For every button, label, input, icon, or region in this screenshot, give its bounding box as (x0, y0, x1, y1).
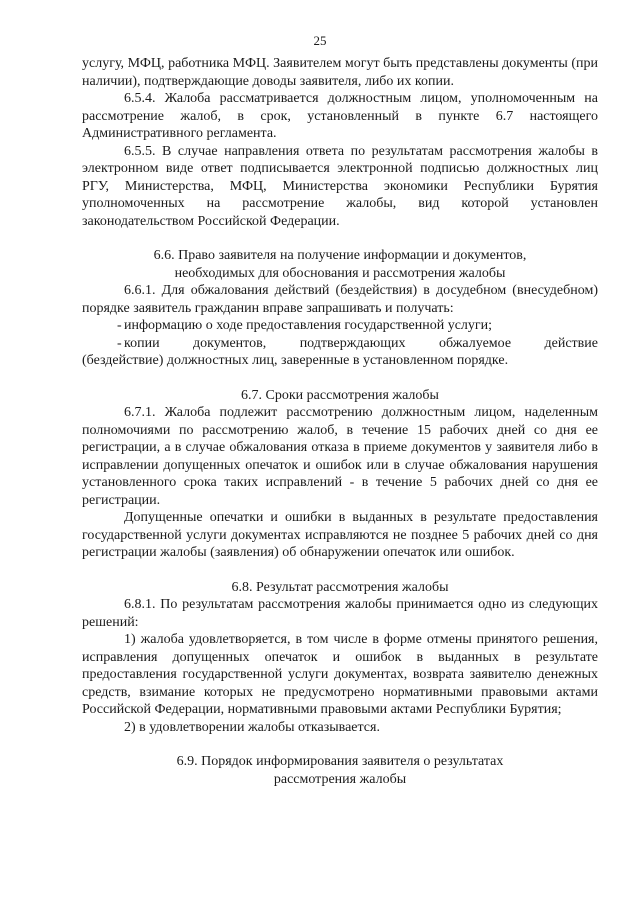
paragraph-corrections: Допущенные опечатки и ошибки в выданных в результате предоставления государственной услуги документах исправляются не позднее 5 рабочих дней со дня регистрации жалобы (заявления) об обнаружении опечаток или ошибок. (82, 510, 598, 560)
list-item-continuation: (бездействие) должностных лиц, заверенные в установленном порядке. (82, 353, 509, 368)
paragraph-6-5-3-cont: услугу, МФЦ, работника МФЦ. Заявителем могут быть представлены документы (при наличии), подтверждающие доводы заявителя, либо их копии. (82, 56, 598, 89)
list-item-text: копии документов, подтверждающих обжалуемое действие (124, 335, 598, 351)
paragraph-6-6-1: 6.6.1. Для обжалования действий (бездействия) в досудебном (внесудебном) порядке заявитель гражданин вправе запрашивать и получать: (82, 283, 598, 316)
paragraph-6-8-1: 6.8.1. По результатам рассмотрения жалобы принимается одно из следующих решений: (82, 597, 598, 630)
list-dash: - (117, 318, 122, 333)
paragraph-6-5-5: 6.5.5. В случае направления ответа по результатам рассмотрения жалобы в электронном виде ответ подписывается электронной подписью должностных лиц РГУ, Министерства, МФЦ, Министерства экономики Республики Бурятия уполномоченных на рассмотрение жалобы, вид которой установлен законодательством Российской Федерации. (82, 143, 598, 229)
heading-6-7: 6.7. Сроки рассмотрения жалобы (241, 387, 439, 403)
decision-option-1: 1) жалоба удовлетворяется, в том числе в форме отмены принятого решения, исправления допущенных опечаток и ошибок в выданных в результате предоставления государственной услуги документах, возврата заявителю денежных средств, взимание которых не предусмотрено нормативными правовыми актами Российской Федерации, нормативными правовыми актами Республики Бурятия; (82, 632, 598, 717)
list-item-text: информацию о ходе предоставления государственной услуги; (124, 318, 493, 333)
list-item (82, 335, 598, 353)
heading-6-9-line-1: 6.9. Порядок информирования заявителя о результатах (176, 754, 504, 769)
heading-6-6-line-1: 6.6. Право заявителя на получение информации и документов, (153, 248, 527, 263)
page-number: 25 (313, 33, 327, 48)
list-item (82, 317, 598, 335)
heading-6-6-line-2: необходимых для обоснования и рассмотрения жалобы (174, 265, 506, 281)
heading-6-9-line-2: рассмотрения жалобы (273, 771, 407, 787)
heading-6-8: 6.8. Результат рассмотрения жалобы (231, 579, 449, 595)
list-dash: - (117, 335, 122, 351)
document-body (82, 55, 598, 788)
paragraph-6-7-1: 6.7.1. Жалоба подлежит рассмотрению должностным лицом, наделенным полномочиями по рассмотрению жалоб, в течение 15 рабочих дней со дня ее регистрации, а в случае обжалования отказа в приеме документов у заявителя либо в исправлении допущенных опечаток и ошибок или в случае обжалования нарушения установленного срока таких исправлений - в течение 5 рабочих дней со дня ее регистрации. (82, 405, 598, 508)
paragraph-6-5-4: 6.5.4. Жалоба рассматривается должностным лицом, уполномоченным на рассмотрение жалоб, в срок, установленный в пункте 6.7 настоящего Административного регламента. (82, 91, 598, 141)
decision-option-2: 2) в удовлетворении жалобы отказывается. (124, 719, 380, 735)
